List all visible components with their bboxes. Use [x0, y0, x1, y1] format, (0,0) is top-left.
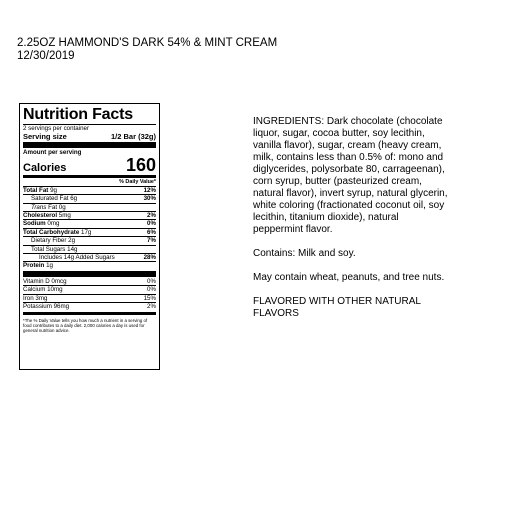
- nutrient-row-trans-fat: Trans Fat 0g: [31, 203, 66, 211]
- nutrient-row-added-sugars: Includes 14g Added Sugars 28%: [39, 254, 156, 262]
- amount-per-serving: Amount per serving: [23, 149, 82, 157]
- allergen-contains: Contains: Milk and soy.: [253, 248, 356, 259]
- daily-value-footnote: *The % Daily Value tells you how much a nutrient in a serving of food contributes to a daily diet. 2,000 calories a day is used for general nutrition advice.: [23, 317, 148, 333]
- ingredients-text: INGREDIENTS: Dark chocolate (chocolate liquor, sugar, cocoa butter, soy lecithin, vanilla flavor), sugar, cream (heavy cream, milk, contains less than 0.5% of: mono and diglycerides, polysorbate 80, carrageenan), corn syrup, butter (pasteurized cream, natural flavor), invert syrup, natural glycerin, white coloring (fractionated coconut oil, soy lecithin, titanium dioxide), natural peppermint flavor.: [253, 116, 448, 235]
- ingredients-block: [253, 116, 448, 332]
- vitamin-row-vitamin-d: Vitamin D 0mcg 0%: [23, 277, 156, 285]
- product-title: 2.25OZ HAMMOND'S DARK 54% & MINT CREAM: [17, 37, 278, 49]
- nutrient-row-protein: Protein 1g: [23, 262, 53, 270]
- servings-per-container: 2 servings per container: [23, 125, 90, 132]
- nutrient-row-saturated-fat: Saturated Fat 6g 30%: [31, 195, 156, 203]
- calories-label: Calories: [23, 161, 67, 174]
- vitamin-row-calcium: Calcium 10mg 0%: [23, 286, 156, 294]
- nutrient-row-cholesterol: Cholesterol 5mg 2%: [23, 212, 156, 220]
- vitamin-row-iron: Iron 3mg 15%: [23, 294, 156, 302]
- serving-size-value: 1/2 Bar (32g): [110, 132, 156, 142]
- nutrient-row-total-carbohydrate: Total Carbohydrate 17g 6%: [23, 228, 156, 236]
- daily-value-header: % Daily Value*: [119, 178, 156, 185]
- nutrition-facts-panel: [19, 103, 160, 370]
- flavor-statement: FLAVORED WITH OTHER NATURAL FLAVORS: [253, 296, 421, 319]
- calories-value: 160: [125, 154, 156, 175]
- nutrient-row-total-sugars: Total Sugars 14g: [31, 245, 78, 253]
- nutrition-title: Nutrition Facts: [23, 106, 133, 123]
- vitamin-row-potassium: Potassium 96mg 2%: [23, 303, 156, 311]
- serving-size-row: [23, 132, 156, 141]
- product-header: [17, 37, 277, 63]
- allergen-may-contain: May contain wheat, peanuts, and tree nuts.: [253, 272, 445, 283]
- product-date: 12/30/2019: [17, 50, 75, 62]
- nutrient-row-dietary-fiber: Dietary Fiber 2g 7%: [31, 237, 156, 245]
- serving-size-label: Serving size: [23, 132, 67, 142]
- nutrient-row-sodium: Sodium 0mg 0%: [23, 220, 156, 228]
- nutrient-row-total-fat: Total Fat 9g 12%: [23, 186, 156, 194]
- calories-row: [23, 154, 156, 175]
